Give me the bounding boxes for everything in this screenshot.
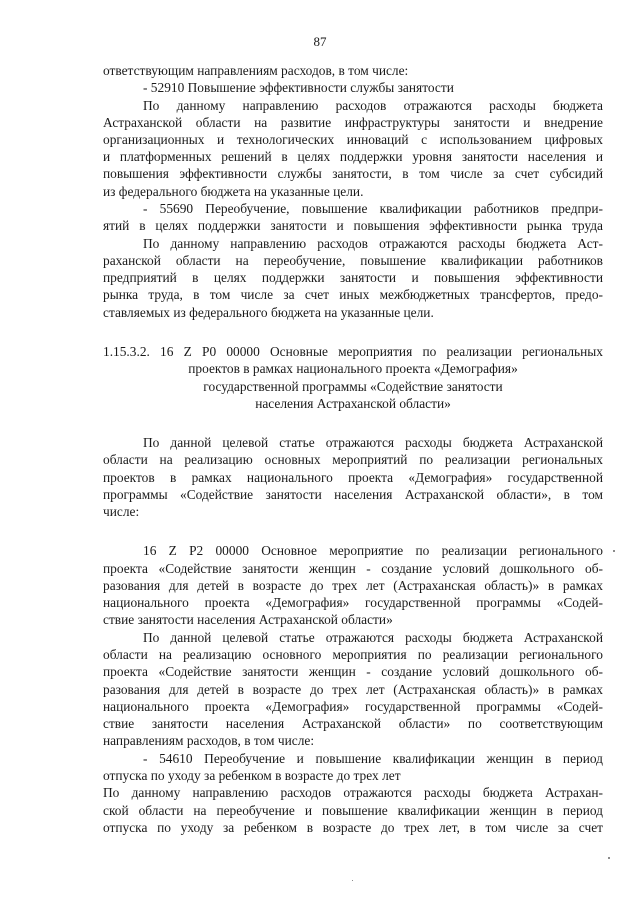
text-line: повышения эффективности службы занятости, в том числе за счет субсидий: [103, 166, 603, 181]
text-line: ствие занятости населения Астраханской области»: [103, 612, 393, 627]
text-line: По данной целевой статье отражаются расходы бюджета Астраханской: [143, 630, 603, 645]
text-line: области на реализацию основного мероприятия по реализации регионального: [103, 647, 603, 662]
text-line: национального проекта «Демография» государственной программы «Содей-: [103, 595, 603, 610]
text-line: По данному направлению расходов отражаются расходы бюджета Астрахан-: [103, 785, 603, 800]
text-line: национального проекта «Демография» государственной программы «Содей-: [103, 699, 603, 714]
text-line: - 54610 Переобучение и повышение квалификации женщин в период: [143, 751, 603, 766]
text-line: рынка труда, в том числе за счет иных межбюджетных трансфертов, предо-: [103, 287, 603, 302]
text-line: ставляемых из федерального бюджета на указанные цели.: [103, 305, 434, 320]
scan-speck: [352, 880, 353, 881]
text-line: По данной целевой статье отражаются расходы бюджета Астраханской: [143, 435, 603, 450]
text-line: отпуска по уходу за ребенком в возрасте до трех лет, в том числе за счет: [103, 820, 603, 835]
text-line: ятий в целях поддержки занятости и повышения эффективности рынка труда: [103, 218, 603, 233]
text-line: проекта «Содействие занятости женщин - создание условий дошкольного об-: [103, 561, 603, 576]
text-line: ствие занятости населения Астраханской области» по соответствующим: [103, 716, 603, 731]
text-line: Астраханской области на развитие инфраструктуры занятости и внедрение: [103, 115, 603, 130]
section-heading-line: государственной программы «Содействие занятости: [203, 379, 503, 394]
text-line: проектов в рамках национального проекта «Демография» государственной: [103, 470, 603, 485]
text-line: По данному направлению расходов отражаются расходы бюджета Аст-: [143, 236, 603, 251]
text-line: ответствующим направлениям расходов, в том числе:: [103, 63, 409, 78]
text-line: - 55690 Переобучение, повышение квалификации работников предпри-: [143, 201, 603, 216]
section-heading-line: проектов в рамках национального проекта «Демография»: [188, 361, 518, 376]
text-line: из федерального бюджета на указанные цели.: [103, 184, 364, 199]
text-line: направлениям расходов, в том числе:: [103, 733, 315, 748]
text-line: числе:: [103, 504, 140, 519]
text-line: 16 Z P2 00000 Основное мероприятие по реализации регионального: [143, 543, 603, 558]
text-line: проекта «Содействие занятости женщин - создание условий дошкольного об-: [103, 664, 603, 679]
text-line: и платформенных решений в целях поддержки уровня занятости населения и: [103, 149, 603, 164]
text-line: ской области на переобучение и повышение квалификации женщин в период: [103, 803, 603, 818]
text-line: - 52910 Повышение эффективности службы занятости: [143, 80, 454, 95]
text-line: раханской области на переобучение, повышение квалификации работников: [103, 253, 603, 268]
section-heading-line: 1.15.3.2. 16 Z P0 00000 Основные мероприятия по реализации региональных: [103, 344, 603, 359]
text-line: организационных и технологических инноваций с использованием цифровых: [103, 132, 603, 147]
text-line: разования для детей в возрасте до трех лет (Астраханская область)» в рамках: [103, 578, 603, 593]
scan-speck: [608, 857, 610, 859]
text-line: программы «Содействие занятости населения Астраханской области», в том: [103, 487, 603, 502]
text-line: предприятий в целях поддержки занятости и повышения эффективности: [103, 270, 603, 285]
text-line: По данному направлению расходов отражаются расходы бюджета: [143, 98, 603, 113]
scan-speck: [613, 550, 615, 552]
text-line: области на реализацию основных мероприятий по реализации региональных: [103, 452, 603, 467]
page-number: 87: [313, 34, 327, 49]
text-line: отпуска по уходу за ребенком в возрасте до трех лет: [103, 768, 401, 783]
text-line: разования для детей в возрасте до трех лет (Астраханская область)» в рамках: [103, 682, 603, 697]
section-heading-line: населения Астраханской области»: [255, 396, 451, 411]
